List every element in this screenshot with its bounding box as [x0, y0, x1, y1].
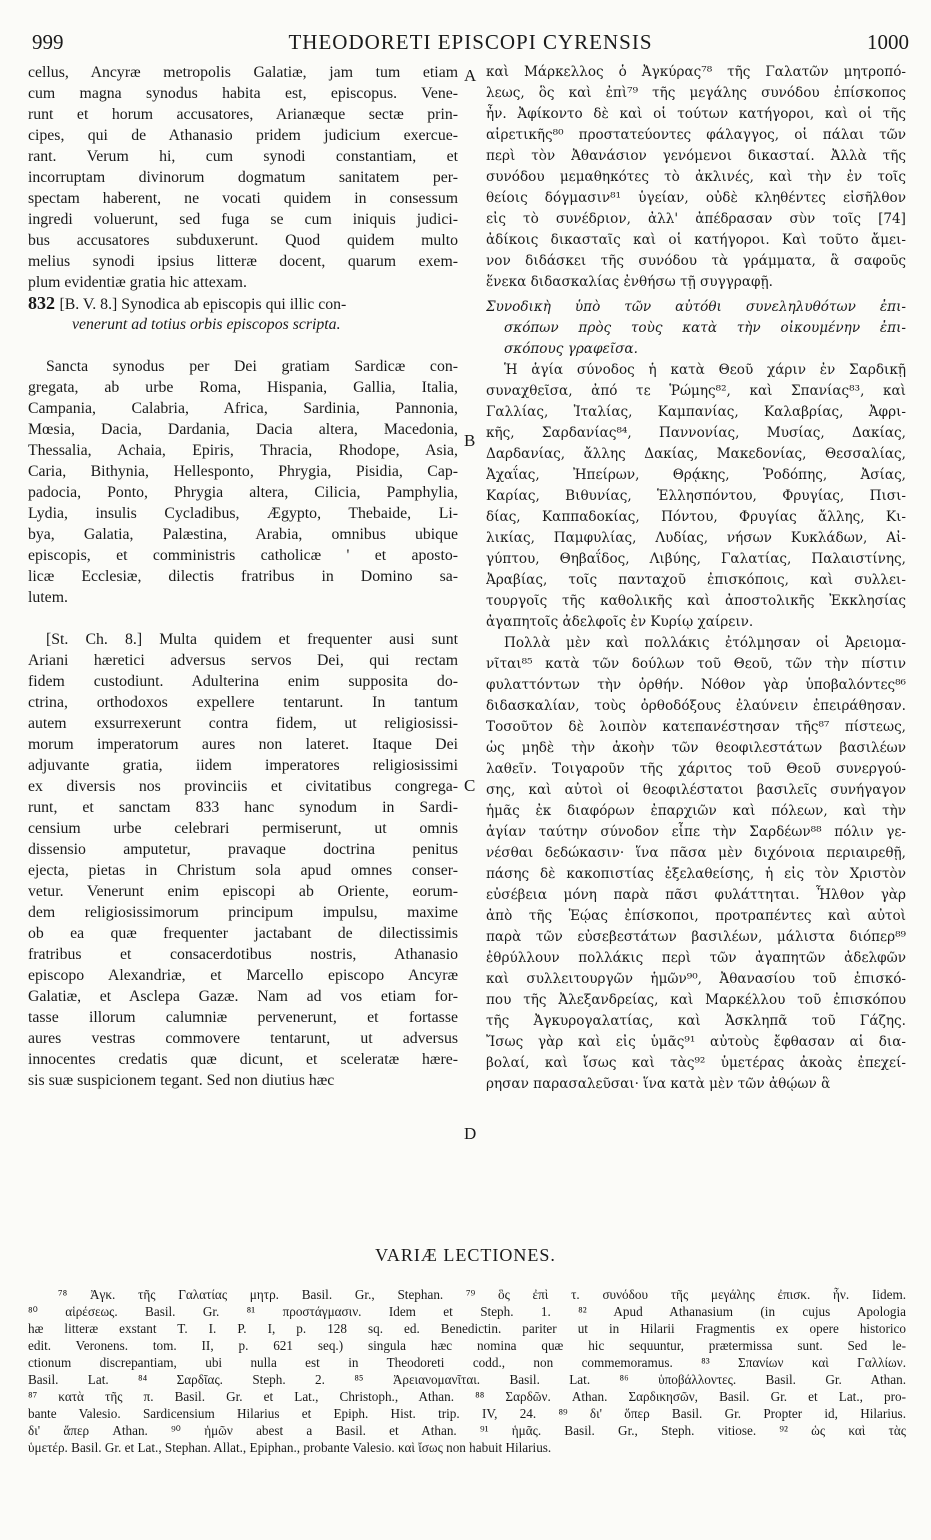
latin-line: fidem custodiunt. Adulterina enim supposita do-: [28, 673, 458, 690]
variant-note-line: hæ litteræ exstant T. I. P. I, p. 128 sq. ed. Benedictin. pariter ut in Hilarii Fragmentis ex opere historico: [28, 1321, 906, 1336]
greek-line: φυλαττόντων τὴν ὀρθήν. Νόθον γὰρ ὑποβαλόντες⁸⁶: [486, 677, 906, 693]
greek-line: Πολλὰ μὲν καὶ πολλάκις ἐτόλμησαν οἱ Ἀρειομα-: [504, 635, 906, 651]
latin-line: runt, et sanctam 833 hanc synodum in Sardi-: [28, 799, 458, 816]
page-number-left: 999: [32, 30, 64, 54]
variant-note-line: edit. Veronens. tom. II, p. 621 seq.) singula hæc nomina quæ hic sequuntur, prætermissa sunt. Sed le-: [28, 1338, 906, 1353]
latin-line: lutem.: [28, 589, 68, 606]
greek-line: Ἴσως γὰρ καὶ εἰς ὑμᾶς⁹¹ αὐτοὺς ἔφθασαν αἱ δια-: [486, 1034, 906, 1050]
latin-column: [28, 62, 458, 1230]
latin-line: sis suæ suspicionem tegant. Sed non diutius hæc: [28, 1072, 335, 1089]
page-number-right: 1000: [867, 30, 909, 54]
greek-line: τουργοῖς τῆς καθολικῆς καὶ ἀποστολικῆς Ἐκκλησίας: [486, 593, 906, 609]
greek-line: λικίας, Παμφυλίας, Λυδίας, νήσων Κυκλάδων, Αἰ-: [486, 530, 906, 546]
greek-line: σης, καὶ αὐτοὶ οἱ θεοφιλέστατοι βασιλεῖς συνήγαγον: [486, 782, 906, 798]
greek-line: λεως, ὃς καὶ ἐπὶ⁷⁹ τῆς μεγάλης συνόδου ἐπίσκοπος: [486, 85, 906, 101]
greek-line: τῆς Ἀγκυρογαλατίας, καὶ Ἀσκληπᾶ τοῦ Γάζης.: [486, 1013, 906, 1029]
latin-line: Lydia, insulis Cycladibus, Ægypto, Thebaide, Li-: [28, 505, 458, 522]
latin-line: spectam haberent, ne vocati quidem in consessum: [28, 190, 458, 207]
latin-line: padocia, Ponto, Phrygia altera, Cilicia, Pamphylia,: [28, 484, 458, 501]
latin-line: aures vestras commovere tentarunt, ut adversus: [28, 1030, 458, 1047]
variant-notes: [28, 1286, 906, 1456]
latin-line: autem exsurrexerunt contra fidem, ut religiosissi-: [28, 715, 458, 732]
variant-note-line: ⁸⁷ κατὰ τῆς π. Basil. Gr. et Lat., Christoph., Athan. ⁸⁸ Σαρδῶν. Athan. Σαρδικησῶν, Basil. Gr. et Lat., pro-: [28, 1389, 906, 1404]
greek-line: Καρίας, Βιθυνίας, Ἑλλησπόντου, Φρυγίας, Πισι-: [486, 488, 906, 504]
latin-line: plum evidentiæ gratia hic attexam.: [28, 274, 247, 291]
latin-line: bus accusatores subduxerunt. Quod quidem multo: [28, 232, 458, 249]
variant-note-line: δι' ἅπερ Athan. ⁹⁰ ἡμῶν abest a Basil. et Athan. ⁹¹ ἡμᾶς. Basil. Gr., Steph. vitiose. ⁹² ὡς καὶ τὰς: [28, 1423, 906, 1438]
greek-line: εὐσέβεια μόνη παρὰ πᾶσι φυλάττηται. Ἦλθον γὰρ: [486, 887, 906, 903]
variant-note-line: bante Valesio. Sardicensium Hilarius et Epiph. Hist. trip. IV, 24. ⁸⁹ δι' ὅπερ Basil. Gr. Propter id, Hilarius.: [28, 1406, 906, 1421]
latin-line: melius synodi ipsius litteræ docent, quarum exem-: [28, 253, 458, 270]
latin-line: Thessalia, Achaia, Epiris, Thracia, Rhodope, Asia,: [28, 442, 458, 459]
latin-line: ob ea quæ frequenter jactabant de dilectissimis: [28, 925, 458, 942]
latin-line: ingredi voluerunt, sed fuga se cum iniquis judici-: [28, 211, 458, 228]
latin-line: Mœsia, Dacia, Dardania, Dacia altera, Macedonia,: [28, 421, 458, 438]
latin-line: dissensio amputetur, pravaque doctrina penitus: [28, 841, 458, 858]
latin-line: Campania, Calabria, Africa, Sardinia, Pannonia,: [28, 400, 458, 417]
greek-line: αἱρετικῆς⁸⁰ προστατεύοντες φάλαγγος, οἱ πάλαι τῶν: [486, 127, 906, 143]
greek-line: καὶ συλλειτουργῶν ἡμῶν⁹⁰, Ἀθανασίου τοῦ ἐπισκό-: [486, 971, 906, 987]
latin-line: episcopis, et comministris catholicæ ' et aposto-: [28, 547, 458, 564]
greek-line: νῖται⁸⁵ κατὰ τῶν δούλων τοῦ Θεοῦ, τῶν τὴν πίστιν: [486, 656, 906, 672]
latin-line: licæ Ecclesiæ, dilectis fratribus in Domino sa-: [28, 568, 458, 585]
variant-note-line: ⁸⁰ αἱρέσεως. Basil. Gr. ⁸¹ προστάγμασιν. Idem et Steph. 1. ⁸² Apud Athanasium (in cujus Apologia: [28, 1304, 906, 1319]
greek-line: περὶ τὸν Ἀθανάσιον γενόμενοι δικασταί. Ἀλλὰ τῆς: [486, 148, 906, 164]
greek-line: λαθεῖν. Τοιγαροῦν τῆς χάριτος τοῦ Θεοῦ συνεργού-: [486, 761, 906, 777]
greek-line: Τοσοῦτον δὲ λοιπὸν κατεπανέστησαν τῆς⁸⁷ πίστεως,: [486, 719, 906, 735]
greek-line: βολαί, καὶ ἴσως καὶ τὰς⁹² ὑμετέρας ἀκοὰς ἐπεχεί-: [486, 1055, 906, 1071]
greek-column: [486, 62, 906, 1230]
latin-line: vetur. Venerunt enim episcopi ab Oriente, eorum-: [28, 883, 458, 900]
latin-line: cipes, qui de Athanasio pridem judicium exercue-: [28, 127, 458, 144]
greek-line: σκόπων πρὸς τοὺς κατὰ τὴν οἰκουμένην ἐπι-: [504, 320, 906, 336]
greek-line: Ἡ ἁγία σύνοδος ἡ κατὰ Θεοῦ χάριν ἐν Σαρδικῇ: [504, 362, 906, 378]
latin-line: cellus, Ancyræ metropolis Galatiæ, jam tum etiam: [28, 64, 458, 81]
latin-line: tasse illorum calumniæ pervenerunt, et fortasse: [28, 1009, 458, 1026]
greek-line: Συνοδικὴ ὑπὸ τῶν αὐτόθι συνεληλυθότων ἐπι-: [486, 299, 906, 315]
greek-line: κῆς, Σαρδανίας⁸⁴, Παννονίας, Μυσίας, Δακίας,: [486, 425, 906, 441]
latin-line: cum magna synodus habita est, episcopus. Vene-: [28, 85, 458, 102]
running-title: THEODORETI EPISCOPI CYRENSIS: [288, 30, 653, 54]
greek-line: ὡς μηδὲ τὴν ἀκοὴν τῶν θεοφιλεστάτων βασιλέων: [486, 740, 906, 756]
greek-line: γύπτου, Θηβαΐδος, Λιβύης, Γαλατίας, Παλαιστίνης,: [486, 551, 906, 567]
blank-line: [28, 335, 458, 356]
greek-line: θείοις δόγμασιν⁸¹ ὑγείαν, οὐδὲ κληθέντες εἰσῆλθον: [486, 190, 906, 206]
greek-line: διδασκαλίαν, τοὺς ὀρθοδόξους ἐλαύνειν ἐπειράθησαν.: [486, 698, 906, 714]
latin-line: Galatiæ, et Asclepa Gazæ. Nam ad vos etiam for-: [28, 988, 458, 1005]
greek-line: εἰς τὸ συνέδριον, ἀλλ' ἀπέδρασαν σὺν τοῖς [74]: [486, 211, 906, 227]
latin-line: censium urbe celebrari permiserunt, ut omnis: [28, 820, 458, 837]
greek-line: ἕνεκα διδασκαλίας ἐνθήσω τῇ συγγραφῇ.: [486, 274, 773, 290]
latin-line: fratribus et consacerdotibus nostris, Athanasio: [28, 946, 458, 963]
greek-line: σκόπους γραφεῖσα.: [504, 341, 638, 357]
greek-line: καὶ Μάρκελλος ὁ Ἀγκύρας⁷⁸ τῆς Γαλατῶν μητροπό-: [486, 64, 906, 80]
greek-line: συναχθεῖσα, ἀπό τε Ῥώμης⁸², καὶ Σπανίας⁸³, καὶ: [486, 383, 906, 399]
greek-line: ἀδίκοις δικασταῖς καὶ οἱ κατήγοροι. Καὶ τοῦτο ἄμει-: [486, 232, 906, 248]
latin-line: Caria, Bithynia, Hellesponto, Phrygia, Pisidia, Cap-: [28, 463, 458, 480]
greek-line: δίας, Καππαδοκίας, Πόντου, Φρυγίας ἄλλης, Κι-: [486, 509, 906, 525]
greek-line: Ἀχαΐας, Ἠπείρων, Θρᾴκης, Ῥοδόπης, Ἀσίας,: [486, 467, 906, 483]
latin-line: runt et horum accusatores, Arianæque sectæ prin-: [28, 106, 458, 123]
latin-line: gregata, ab urbe Roma, Hispania, Gallia, Italia,: [28, 379, 458, 396]
margin-letter-d: D: [464, 1124, 477, 1143]
section-number: 832: [28, 293, 60, 313]
latin-line: rant. Verum hi, cum synodi constantiam, et: [28, 148, 458, 165]
greek-line: ἐθρύλλουν πολλάκις περὶ τῶν ἀγαπητῶν ἀδελφῶν: [486, 950, 906, 966]
margin-letter-c: C: [464, 776, 476, 795]
latin-line: ejecta, pietas in Christum sola apud omnes conser-: [28, 862, 458, 879]
greek-line: που τῆς Ἀλεξανδρείας, καὶ Μαρκέλλου τοῦ ἐπισκόπου: [486, 992, 906, 1008]
latin-line-text: [B. V. 8.] Synodica ab episcopis qui illic con-: [59, 296, 347, 313]
margin-letter-a: A: [464, 66, 477, 85]
variant-note-line: ctionum discrepantiam, ubi nulla est in Theodoreti codd., non commemoramus. ⁸³ Σπανίων καὶ Γαλλίων.: [28, 1355, 906, 1370]
greek-line: ρησαν παρασαλεῦσαι· ἵνα κατὰ μὲν τῶν ἀθῴων ἃ: [486, 1076, 831, 1092]
greek-line: Γαλλίας, Ἰταλίας, Καμπανίας, Καλαβρίας, Ἀφρι-: [486, 404, 906, 420]
variant-note-line: ὑμετέρ. Basil. Gr. et Lat., Stephan. Allat., Epiphan., probante Valesio. καὶ ἴσως non habuit Hilarius.: [28, 1440, 552, 1455]
running-head: [32, 30, 909, 58]
latin-line: innocentes credatis quæ dicunt, et sceleratæ hære-: [28, 1051, 458, 1068]
latin-line: Sancta synodus per Dei gratiam Sardicæ con-: [46, 358, 458, 375]
greek-line: ἀγαπητοῖς ἀδελφοῖς ἐν Κυρίῳ χαίρειν.: [486, 614, 754, 630]
greek-line: Ἀραβίας, τοῖς πανταχοῦ ἐπισκόποις, καὶ συλλει-: [486, 572, 906, 588]
blank-line: [28, 608, 458, 629]
latin-line: incorruptam divinorum dogmatum sanitatem per-: [28, 169, 458, 186]
greek-line: συνόδου μεμαθηκότες τὸ ἀκλινές, καὶ τὴν ἐν τοῖς: [486, 169, 906, 185]
greek-line: ἀπὸ τῆς Ἑῴας ἐπίσκοποι, προτραπέντες καὶ αὐτοὶ: [486, 908, 906, 924]
latin-line: [28, 293, 458, 314]
greek-line: νέσθαι δεδώκασιν· ἵνα πᾶσα μὲν διχόνοια περιαιρεθῇ,: [486, 845, 906, 861]
variae-lectiones-title: VARIÆ LECTIONES.: [375, 1245, 556, 1265]
greek-line: νον διδάσκει τῆς συνόδου τὰ γράμματα, ἃ σαφοῦς: [486, 253, 906, 269]
latin-line: morum imperatorum aures non lateret. Itaque Dei: [28, 736, 458, 753]
latin-line: venerunt ad totius orbis episcopos scripta.: [72, 316, 341, 333]
greek-line: ἡμᾶς ἐκ διαφόρων ἐπαρχιῶν καὶ πόλεων, καὶ τὴν: [486, 803, 906, 819]
greek-line: πάσης δὲ κακοπιστίας ἐξελαθείσης, ἡ εἰς τὸν Χριστὸν: [486, 866, 906, 882]
variant-note-line: Basil. Lat. ⁸⁴ Σαρδῖας. Steph. 2. ⁸⁵ Ἀρειανομανῖται. Basil. Lat. ⁸⁶ ὑποβάλλοντες. Basil. Gr. Athan.: [28, 1372, 906, 1387]
latin-line: dem religiosissimorum principum impulsu, maxime: [28, 904, 458, 921]
latin-line: bya, Galatia, Palæstina, Arabia, omnibus ubique: [28, 526, 458, 543]
greek-line: Δαρδανίας, ἄλλης Δακίας, Μακεδονίας, Θεσσαλίας,: [486, 446, 906, 462]
greek-line: ἦν. Ἀφίκοντο δὲ καὶ οἱ τούτων κατήγοροι, καὶ οἱ τῆς: [486, 106, 906, 122]
greek-line: ἁγίαν ταύτην σύνοδον εἶπε τὴν Σαρδέων⁸⁸ πόλιν γε-: [486, 824, 906, 840]
greek-line: παρὰ τῶν εὐσεβεστάτων βασιλέων, μάλιστα διόπερ⁸⁹: [486, 929, 906, 945]
variant-note-line: ⁷⁸ Ἀγκ. τῆς Γαλατίας μητρ. Basil. Gr., Stephan. ⁷⁹ ὃς ἐπὶ τ. συνόδου τῆς μεγάλης ἐπισκ. ἦν. Iidem.: [58, 1287, 906, 1302]
latin-line: ctrina, orthodoxos expellere tentarunt. In tantum: [28, 694, 458, 711]
latin-line: Ariani hæretici adversus servos Dei, qui rectam: [28, 652, 458, 669]
latin-line: episcopo Alexandriæ, et Marcello episcopo Ancyræ: [28, 967, 458, 984]
latin-line: ex diversis nos provinciis et civitatibus congrega-: [28, 778, 458, 795]
latin-line: [St. Ch. 8.] Multa quidem et frequenter ausi sunt: [46, 631, 458, 648]
latin-line: adjuvante gratia, iidem imperatores religiosissimi: [28, 757, 458, 774]
margin-letter-b: B: [464, 431, 476, 450]
